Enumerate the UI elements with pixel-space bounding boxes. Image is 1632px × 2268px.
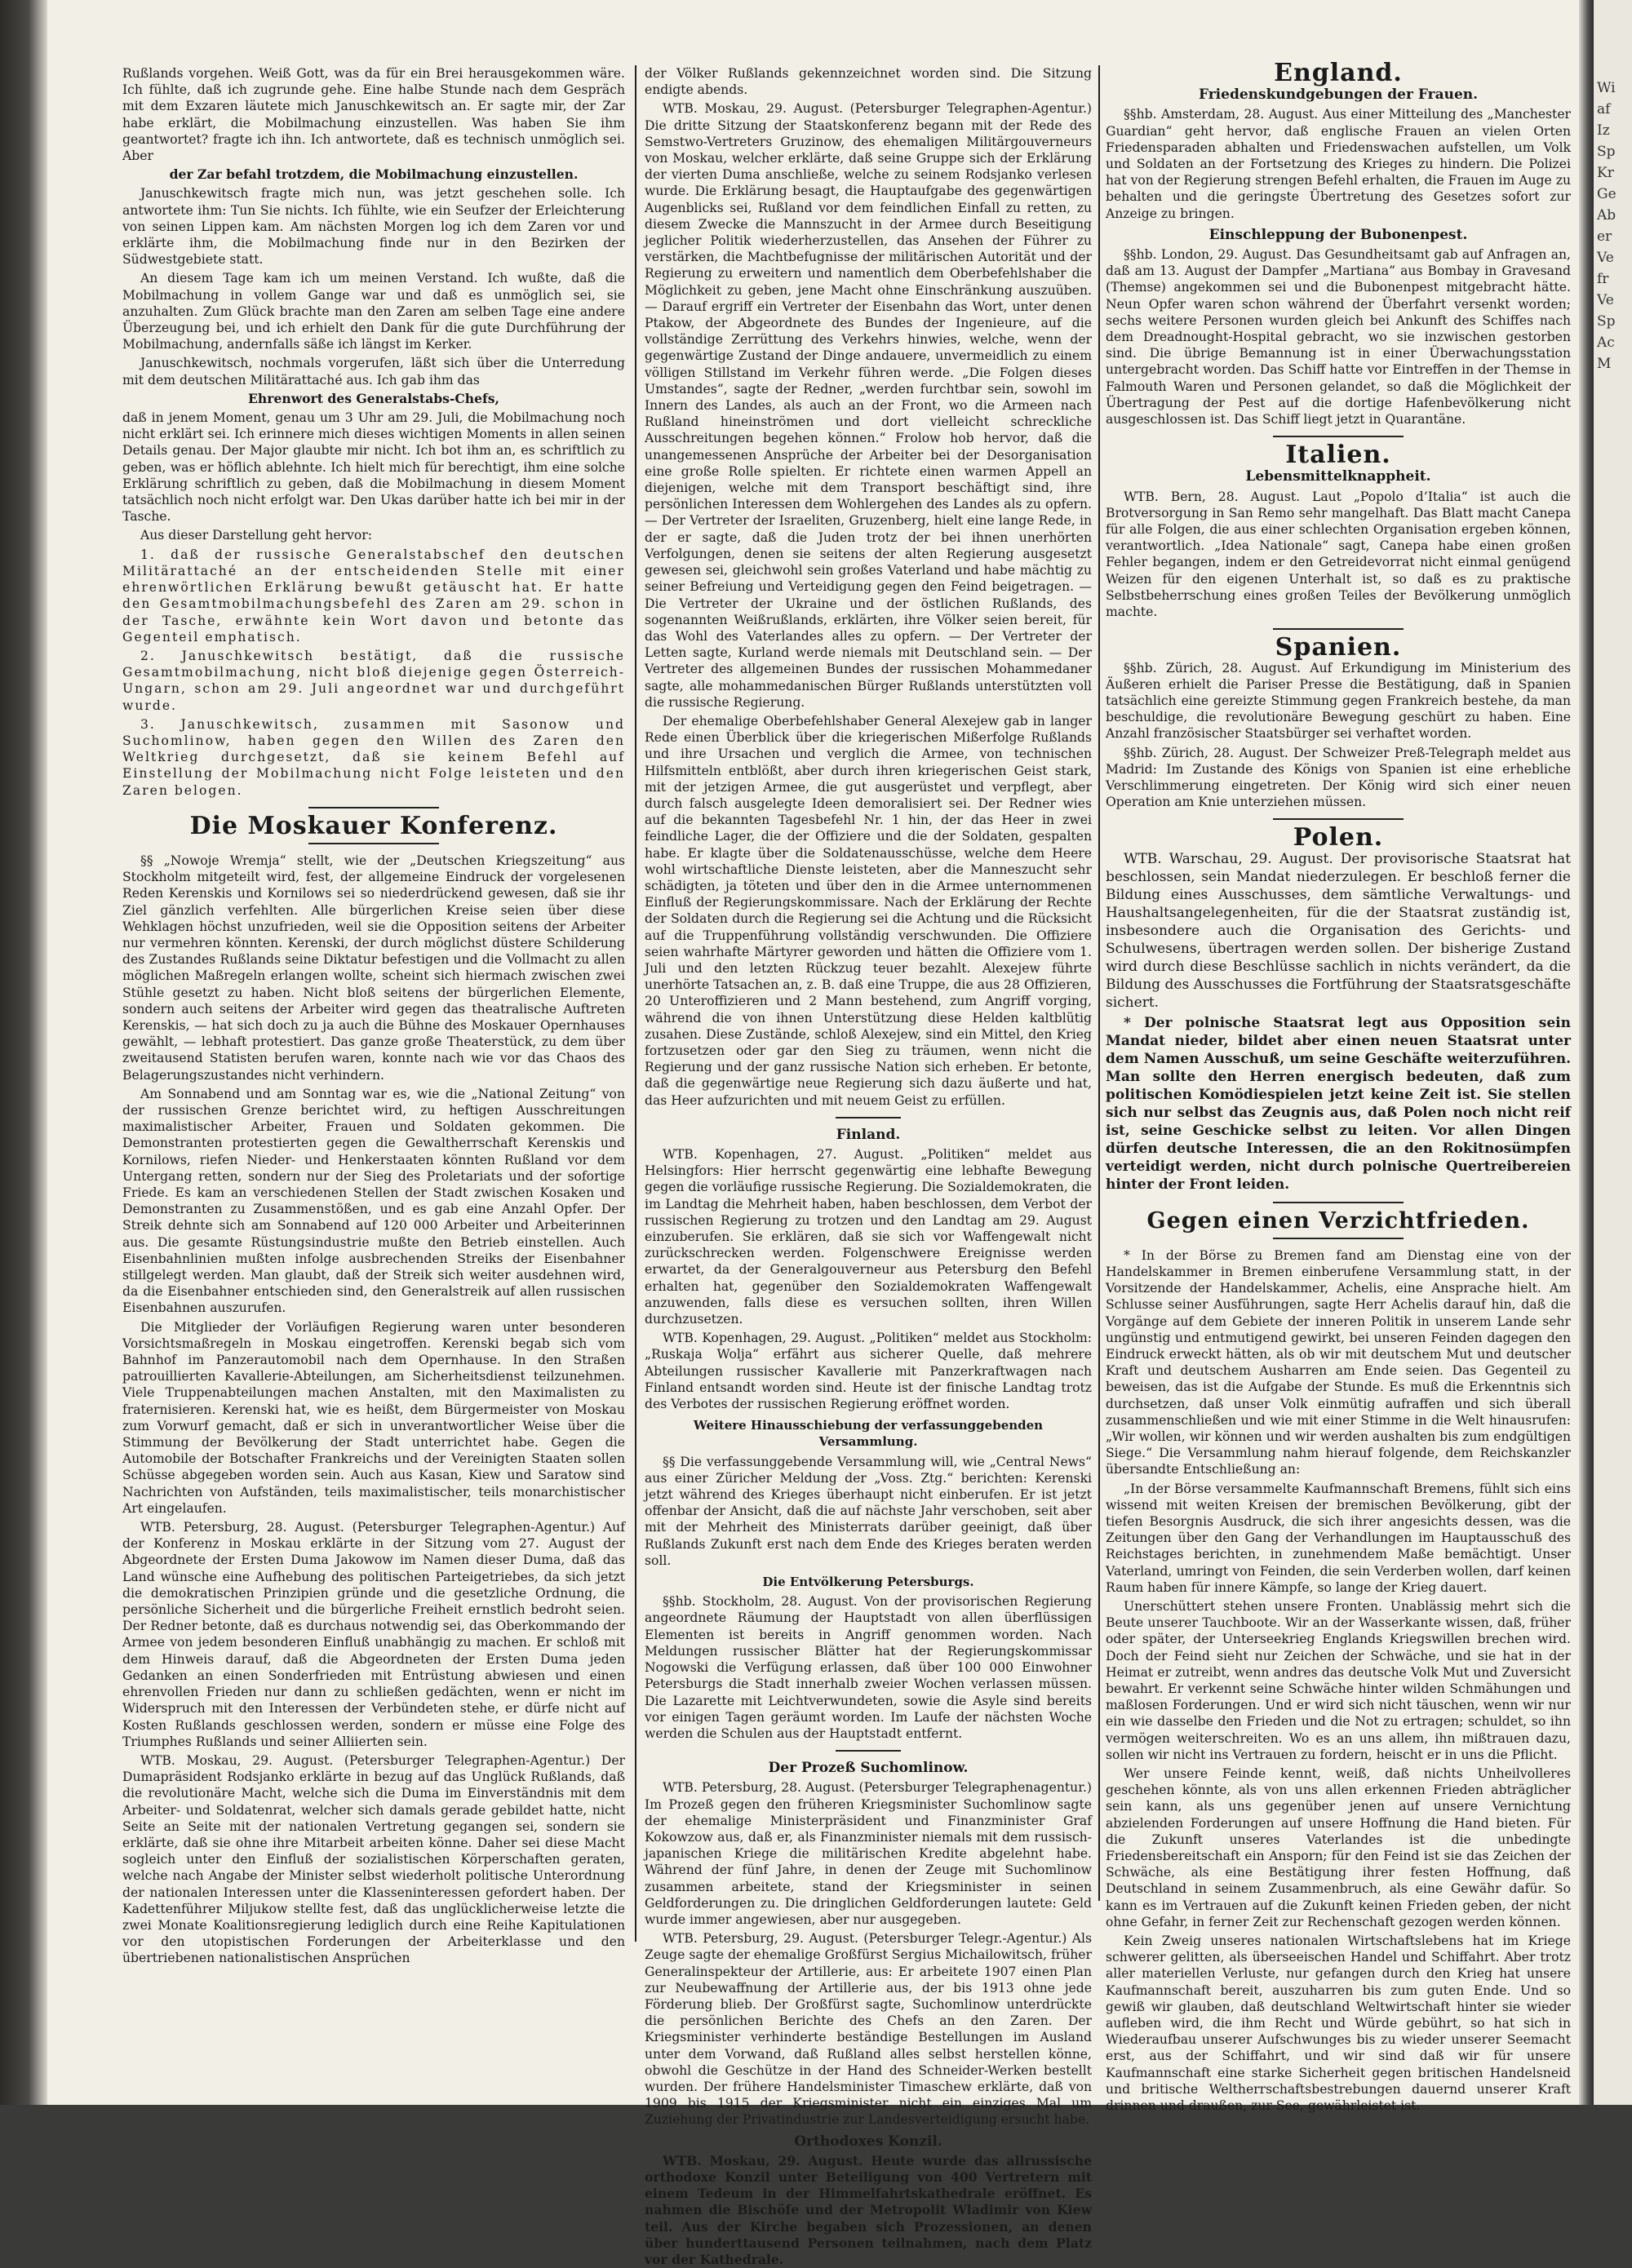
headline-verfassung: Weitere Hinausschiebung der verfassunggebenden Versammlung. bbox=[693, 1418, 1044, 1450]
divider bbox=[836, 1117, 901, 1118]
page-binding bbox=[0, 0, 47, 2105]
paragraph: §§ Die verfassunggebende Versammlung will, wie „Central News“ aus einer Züricher Meldung der „Voss. Ztg.“ berichten: Kerenski jetzt während des Krieges überhaupt nicht einberufen. Er ist jetzt offenbar der Ansicht, daß die auf nächste Jahr verschoben, seit aber mit der Mehrheit des Ministerrats darüber geeinigt, daß über Rußlands Zukunft erst nach dem Ende des Krieges beraten werden soll. bbox=[645, 1454, 1092, 1568]
paragraph: Aus dieser Darstellung geht hervor: bbox=[140, 528, 372, 543]
adjacent-page-strip bbox=[1594, 0, 1632, 2105]
paragraph: daß in jenem Moment, genau um 3 Uhr am 29. Juli, die Mobilmachung noch nicht erklärt sei. Ich erinnere mich dieses wichtigen Moments in allen seinen Details genau. Der Major glaubte mir nicht. Ich bot ihm an, es schriftlich zu geben, was er höflich ablehnte. Ich hielt mich für berechtigt, ihm eine solche Erklärung schriftlich zu geben, daß die Mobilmachung in diesem Moment tatsächlich noch nicht erfolgt war. Den Ukas darüber hatte ich bei mir in der Tasche. bbox=[122, 410, 625, 525]
paragraph: „In der Börse versammelte Kaufmannschaft Bremens, fühlt sich eins wissend mit weiten Kreisen der bremischen Bevölkerung, gibt der tiefen Besorgnis Ausdruck, die sich ihrer angesichts dessen, was die Zeitungen über den Gang der Verhandlungen im Hauptausschuß des Reichstages berichten, in zunehmendem Maße bemächtigt. Unser Vaterland, umringt von Feinden, die sein Verderben wollen, darf keinen Raum haben für innere Kämpfe, so lange der Krieg dauert. bbox=[1106, 1481, 1571, 1595]
headline-england: England. bbox=[1274, 59, 1403, 87]
column-2 bbox=[645, 65, 1092, 2267]
paragraph: §§hb. London, 29. August. Das Gesundheitsamt gab auf Anfragen an, daß am 13. August der Dampfer „Martiana“ aus Bombay in Gravesand (Themse) angekommen sei und die Bubonenpest mitgebracht hätte. Neun Opfer waren schon während der Überfahrt versenkt worden; sechs weitere Personen wurden gleich bei Ankunft des Schiffes nach dem Dreadnought-Hospital gebracht, wo sie inzwischen gestorben sind. Die übrige Bemannung ist in einer Überwachungsstation untergebracht worden. Das Schiff hatte vor Eintreffen in der Themse in Falmouth Waren und Personen gelandet, so daß die Möglichkeit der Übertragung der Pest auf die dortige Hafenbevölkerung nicht ausgeschlossen ist. Das Schiff liegt jetzt in Quarantäne. bbox=[1106, 247, 1571, 427]
paragraph: WTB. Moskau, 29. August. (Petersburger Telegraphen-Agentur.) Die dritte Sitzung der Staatskonferenz begann mit der Rede des Semstwo-Vertreters Gruzinow, des ehemaligen Militärgouverneurs von Moskau, welcher erklärte, daß seine Gruppe sich der Erklärung der vierten Duma anschließe, welche zu seinem Rodsjanko verlesen wurde. Die Erklärung besagt, die Hauptaufgabe des gegenwärtigen Augenblicks sei, Rußland vor dem feindlichen Einfall zu retten, zu diesem Zwecke die Mannszucht in der Armee durch Beseitigung jeglicher Politik wiederherzustellen, das Ansehen der Führer zu verstärken, die Machtbefugnisse der militärischen Autorität und der Regierung zu erweitern und namentlich dem Oberbefehlshaber die Möglichkeit zu geben, jene Macht ohne Einschränkung auszuüben. — Darauf ergriff ein Vertreter der Eisenbahn das Wort, unter denen Ptakow, der Abgeordnete des Bundes der Ingenieure, auf die vollständige Zerrüttung des Verkehrs hinwies, welche, wenn der gegenwärtige Zustand der Dinge andauere, unvermeidlich zu einem völligen Stillstand im Verkehr führen werde. „Die Folgen dieses Umstandes“, sagte der Redner, „werden furchtbar sein, sowohl im Innern des Landes, als auch an der Front, wo die Armeen nach Rußland hineinströmen und dort vielleicht schreckliche Ausschreitungen begehen können.“ Frolow hob hervor, daß die unangemessenen Ansprüche der Arbeiter bei der Desorganisation eine große Rolle spielten. Er richtete einen warmen Appell an diejenigen, welche mit dem Transport beschäftigt sind, ihre persönlichen Interessen dem Wohlergehen des Landes als zu opfern. — Der Vertreter der Israeliten, Gruzenberg, hielt eine lange Rede, in der er sagte, daß die Juden trotz der bei ihnen unerhörten Verfolgungen, denen sie seitens der alten Regierung ausgesetzt gewesen sei, gleichwohl sein großes Vaterland und habe mächtig zu seiner Befreiung und Verteidigung gegen den Feind beigetragen. — Die Vertreter der Ukraine und der östlichen Rußlands, des sogenannten Weißrußlands, erklärten, ihre Völker seien bereit, für das Wohl des Vaterlandes alles zu opfern. — Der Vertreter der Letten sagte, Kurland werde niemals mit Deutschland sein. — Der Vertreter des allgemeinen Bundes der russischen Mohammedaner sagte, alle mohammedanischen Bürger Rußlands unterstützten voll die russische Regierung. bbox=[645, 101, 1092, 710]
adjacent-page-fragment: M bbox=[1597, 356, 1612, 372]
adjacent-page-fragment: Ve bbox=[1597, 292, 1614, 308]
paragraph: WTB. Moskau, 29. August. (Petersburger Telegraphen-Agentur.) Der Dumapräsident Rodsjanko erklärte in bezug auf das Unglück Rußlands, daß die revolutionäre Macht, welche sich die Duma im Einverständnis mit dem Arbeiter- und Soldatenrat, welcher sich damals gerade gebildet hatte, nicht Seite an Seite mit der nationalen Vertretung gegangen sei, sondern sie erklärte, daß sie ohne ihre Mitarbeit arbeiten könne. Daher sei diese Macht sogleich unter den Einfluß der sozialistischen Körperschaften geraten, welche nach Angabe der Minister selbst wiederholt politische Unterordnung der nationalen Interessen unter die Klasseninteressen gefordert haben. Der Kadettenführer Miljukow stellte fest, daß das unglücklicherweise letzte die zwei Monate Koalitionsregierung lediglich durch eine Reihe Kapitulationen vor den utopistischen Forderungen der Arbeiterklasse und den übertriebenen nationalistischen Ansprüchen bbox=[122, 1752, 625, 1966]
adjacent-page-fragment: Wi bbox=[1597, 80, 1616, 96]
adjacent-page-fragment: Sp bbox=[1597, 144, 1616, 160]
headline-polen: Polen. bbox=[1293, 823, 1384, 853]
subheadline-frieden: Friedenskundgebungen der Frauen. bbox=[1198, 86, 1479, 104]
adjacent-page-fragment: af bbox=[1597, 101, 1611, 117]
adjacent-page-fragment: Ac bbox=[1597, 334, 1615, 351]
paragraph: WTB. Bern, 28. August. Laut „Popolo d’Italia“ ist auch die Brotversorgung in San Remo sehr mangelhaft. Das Blatt macht Canepa für alle Folgen, die aus einer schlechten Organisation ergeben können, verantwortlich. „Idea Nationale“ sagt, Canepa habe einen großen Fehler begangen, indem er den Getreidevorrat nicht einmal genügend Weizen für den eigenen Unterhalt ist, so daß es zu praktische Selbstbeherrschung eines großen Teiles der Bevölkerung unmöglich machte. bbox=[1106, 489, 1571, 620]
paragraph: Unerschüttert stehen unsere Fronten. Unablässig mehrt sich die Beute unserer Tauchboote. Wir an der Wasserkante wissen, daß, früher oder später, der Unterseekrieg Englands Kriegswillen brechen wird. Doch der Feind sieht nur Zeichen der Schwäche, und sie hat in der Heimat er zutreibt, wenn andres das deutsche Volk Mut und Zuversicht bewahrt. Er verkennt seine Schwäche hinter wilden Schmähungen und maßlosen Forderungen. Und er wird sich nicht täuschen, wenn wir nur ein wie dasselbe den Frieden und die Not zu ertragen; schuldet, so ihn vermögen weiterschreiten. Wo es an uns allem, ihn mißtrauen dazu, sollen wir nicht ins Vertrauen zu fordern, heischt er in uns die Pflicht. bbox=[1106, 1599, 1571, 1762]
divider bbox=[836, 1750, 901, 1752]
paragraph: Kein Zweig unseres nationalen Wirtschaftslebens hat im Kriege schwerer gelitten, als überseeischen Handel und Schiffahrt. Aber trotz aller materiellen Verluste, nur gefangen durch den Krieg hat unsere Kaufmannschaft bereit, auszuharren bis zum guten Ende. Und so gewiß wir glauben, daß deutschland Weltwirtschaft hinter sie wieder aufleben wird, die ihm Recht und Würde gebührt, so hat sich in Wiederaufbau unserer Aufschwunges bis zu wieder unserer Seemacht erst, aus der Schiffahrt, und wir sind daß wir für unsere Kaufmannschaft eine starke Sicherheit gegen britischen Handelsneid und britische Weltherrschaftsbestrebungen dauernd unserer Kraft drinnen und draußen, zur See, gewährleistet ist. bbox=[1106, 1934, 1571, 2114]
paragraph: WTB. Kopenhagen, 27. August. „Politiken“ meldet aus Helsingfors: Hier herrscht gegenwärtig eine lebhafte Bewegung gegen die vorläufige russische Regierung. Die Sozialdemokraten, die im Landtag die Mehrheit haben, haben beschlossen, dem Verbot der russischen Regierung zu trotzen und den Landtag am 29. August einzuberufen. Sie erklären, daß sie sich vor Waffengewalt nicht zurückschrecken werden. Folgenschwere Ereignisse werden erwartet, da der Generalgouverneur aus Petersburg den Befehl erhalten hat, gegenüber den Sozialdemokraten Waffengewalt anzuwenden, falls diese es versuchen sollten, ihren Willen durchzusetzen. bbox=[645, 1147, 1092, 1327]
column-rule bbox=[1098, 65, 1100, 1901]
column-3 bbox=[1106, 59, 1571, 2114]
adjacent-page-fragment: Kr bbox=[1597, 165, 1614, 181]
adjacent-page-fragment: Iz bbox=[1597, 122, 1610, 139]
paragraph: Januschkewitsch fragte mich nun, was jetzt geschehen solle. Ich antwortete ihm: Tun Sie nichts. Ich fühlte, wie ein Seufzer der Erleichterung von seinen Lippen kam. Am nächsten Morgen log ich dem Zaren vor und erklärte ihm, die Mobilmachung finde nur in den Bezirken der Südwestgebiete statt. bbox=[122, 186, 625, 268]
adjacent-page-fragment: Sp bbox=[1597, 313, 1616, 330]
paragraph: An diesem Tage kam ich um meinen Verstand. Ich wußte, daß die Mobilmachung in vollem Gange war und daß es unmöglich sei, sie anzuhalten. Zum Glück brachte man den Zaren am selben Tage eine andere Überzeugung bei, und ich erhielt den Dank für die gute Durchführung der Mobilmachung, andernfalls säße ich längst im Kerker. bbox=[122, 271, 625, 352]
paragraph: §§hb. Stockholm, 28. August. Von der provisorischen Regierung angeordnete Räumung der Hauptstadt von allen überflüssigen Elementen ist bereits in Angriff genommen worden. Nach Meldungen russischer Blätter hat der Regierungskommissar Nogowski die Verfügung erlassen, daß über 100 000 Einwohner Petersburgs die Stadt innerhalb zweier Wochen verlassen müssen. Die Lazarette mit Leichtverwundeten, sowie die Asyle sind bereits vor einigen Tagen geräumt worden. Im Laufe der nächsten Woche werden die Schulen aus der Hauptstadt entfernt. bbox=[645, 1594, 1092, 1741]
adjacent-page-fragment: Ge bbox=[1597, 186, 1616, 202]
paragraph: WTB. Petersburg, 28. August. (Petersburger Telegraphen-Agentur.) Auf der Konferenz in Moskau erklärte in der Sitzung vom 27. August der Abgeordnete der Ersten Duma Jakowow im Namen dieser Duma, daß das Land wünsche eine Aufhebung des politischen Parteigetriebes, da sich jetzt die demokratischen Prinzipien gründe und die gesetzliche Ordnung, die persönliche Sicherheit und die bürgerliche Freiheit ernstlich bedroht seien. Der Redner betonte, daß es durchaus notwendig sei, das Oberkommando der Armee von jedem besonderen Einfluß unabhängig zu machen. Er schloß mit dem Hinweis darauf, daß die Abgeordneten der Ersten Duma jeden Gedanken an einen Sonderfrieden mit Entrüstung abwiesen und einen ehrenvollen Frieden nur dann zu schließen gedächten, wenn er nicht im Widerspruch mit den Interessen der Verbündeten stehe, er dürfe nicht auf Kosten Rußlands geschlossen werden, sondern er müsse eine Folge des Triumphes Rußlands und seiner Alliierten sein. bbox=[122, 1520, 625, 1749]
paragraph: 1. daß der russische Generalstabschef den deutschen Militärattaché an der entscheidenden Stelle mit einer ehrenwörtlichen Erklärung bewußt getäuscht hat. Er hatte den Gesamtmobilmachungsbefehl des Zaren am 29. schon in der Tasche, erwähnte kein Wort davon und betonte das Gegenteil emphatisch. bbox=[122, 547, 625, 645]
headline-konzil: Orthodoxes Konzil. bbox=[794, 2133, 942, 2150]
divider bbox=[308, 843, 439, 844]
paragraph: 2. Januschkewitsch bestätigt, daß die russische Gesamtmobilmachung, nicht bloß diejenige gegen Österreich-Ungarn, schon am 29. Juli angeordnet war und durchgeführt wurde. bbox=[122, 648, 625, 713]
paragraph: Die Mitglieder der Vorläufigen Regierung waren unter besonderen Vorsichtsmaßregeln in Moskau eingetroffen. Kerenski begab sich vom Bahnhof im Panzerautomobil nach dem Opernhause. In den Straßen patrouillierten Kavallerie-Abteilungen, am Sicherheitsdienst teilzunehmen. Viele Truppenabteilungen machen Anstalten, mit den Maximalisten zu fraternisieren. Kerenski hat, wie es heißt, dem Bürgermeister von Moskau zum Vorwurf gemacht, daß er sich in unverantwortlicher Weise über die Stimmung der Bevölkerung der Stadt unterrichtet habe. Gegen die Automobile der Botschafter Frankreichs und der Vereinigten Staaten sollen Schüsse abgegeben worden sein. Auch aus Kasan, Kiew und Saratow sind Nachrichten von Aufständen, teils maximalistischer, teils monarchistischer Art eingelaufen. bbox=[122, 1319, 625, 1516]
paragraph: * Der polnische Staatsrat legt aus Opposition sein Mandat nieder, bildet aber einen neuen Staatsrat unter dem Namen Ausschuß, um seine Geschäfte weiterzuführen. Man sollte den Herren energisch bedeuten, daß zum politischen Komödiespielen jetzt keine Zeit ist. Sie stellen sich nur selbst das Zeugnis aus, daß Polen noch nicht reif ist, seine Geschicke selbst zu leiten. Vor allen Dingen dürfen deutsche Interessen, die an den Rokitnosümpfen verteidigt werden, nicht durch polnische Quertreibereien hinter der Front leiden. bbox=[1106, 1014, 1571, 1193]
paragraph: der Völker Rußlands gekennzeichnet worden sind. Die Sitzung endigte abends. bbox=[645, 66, 1092, 98]
paragraph: WTB. Kopenhagen, 29. August. „Politiken“ meldet aus Stockholm: „Ruskaja Wolja“ erfährt aus sicherer Quelle, daß mehrere Abteilungen russischer Kavallerie mit Panzerkraftwagen nach Finland entsandt worden sind. Heute ist der finische Landtag trotz des Verbotes der russischen Regierung eröffnet worden. bbox=[645, 1331, 1092, 1412]
paragraph: * In der Börse zu Bremen fand am Dienstag eine von der Handelskammer in Bremen einberufene Versammlung statt, in der Vorsitzende der Handelskammer, Achelis, eine Ansprache hielt. Am Schlusse seiner Ausführungen, sagte Herr Achelis darauf hin, daß die Vorgänge auf dem Gebiete der inneren Politik in unserem Lande sehr ungünstig und entmutigend gewirkt, bei unseren Feinden dagegen den Eindruck erweckt hätten, als ob wir mit deutschem Mut und deutscher Kraft und deutschem Ausharren am Ende seien. Das Gegenteil zu beweisen, das ist die Aufgabe der Stunde. Es muß die Erkenntnis sich durchsetzen, daß unser Volk einmütig aufraffen und sich überall zusammenschließen und wie mit einer Stimme in die Welt hinausrufen: „Wir wollen, wir können und wir werden aushalten bis zum endgültigen Siege.“ Die Versammlung nahm hierauf folgende, dem Reichskanzler übersandte Entschließung an: bbox=[1106, 1247, 1571, 1477]
paragraph: §§hb. Zürich, 28. August. Der Schweizer Preß-Telegraph meldet aus Madrid: Im Zustande des Königs von Spanien ist eine erhebliche Verschlimmerung eingetreten. Der König wird sich einer neuen Operation am Knie unterziehen müssen. bbox=[1106, 745, 1571, 810]
paragraph: 3. Januschkewitsch, zusammen mit Sasonow und Suchomlinow, haben gegen den Willen des Zaren den Weltkrieg durchgesetzt, daß sie keinem Befehl auf Einstellung der Mobilmachung nicht Folge leisteten und den Zaren belogen. bbox=[122, 716, 625, 798]
paragraph: WTB. Petersburg, 28. August. (Petersburger Telegraphenagentur.) Im Prozeß gegen den früheren Kriegsminister Suchomlinow sagte der ehemalige Ministerpräsident und Finanzminister Graf Kokowzow aus, daß er, als Finanzminister niemals mit dem russisch-japanischen Kriege die militärischen Kredite abgelehnt habe. Während der fünf Jahre, in denen der Zeuge mit Suchomlinow zusammen arbeitete, stand der Kriegsminister in seinen Geldforderungen zu. Die dringlichen Geldforderungen lautete: Geld wurde immer angewiesen, aber nur ausgegeben. bbox=[645, 1780, 1092, 1927]
paragraph: §§hb. Zürich, 28. August. Auf Erkundigung im Ministerium des Äußeren erhielt die Pariser Presse die Bestätigung, daß in Spanien tatsächlich eine gereizte Stimmung gegen Frankreich bestehe, da man beschuldige, die revolutionäre Bewegung geschürt zu haben. Eine Anzahl französischer Staatsbürger sei verhaftet worden. bbox=[1106, 660, 1571, 742]
headline-italien: Italien. bbox=[1285, 441, 1391, 470]
paragraph: §§ „Nowoje Wremja“ stellt, wie der „Deutschen Kriegszeitung“ aus Stockholm mitgeteilt wird, fest, der allgemeine Eindruck der vorgelesenen Reden Kerenskis und Kornilows sei so niederdrückend gewesen, daß sie ihr Ziel gänzlich verfehlten. Alle bürgerlichen Kreise seien über diese Wehklagen höchst unzufrieden, weil sie die Opposition seitens der Arbeiter nur vermehren könnten. Kerenski, der durch möglichst düstere Schilderung des Zustandes Rußlands seine Diktatur befestigen und die Vollmacht zu allen möglichen Maßregeln erlangen wollte, scheint sich hiermach zwischen zwei Stühle gesetzt zu haben. Nicht bloß seitens der bürgerlichen Elemente, sondern auch seitens der Arbeiter wird gegen das theatralische Auftreten Kerenskis, — hat sich doch zu ja auch die Bühne des Moskauer Opernhauses gewählt, — lebhaft protestiert. Das ganze große Theaterstück, zu dem über zweitausend Statisten berufen waren, konnte nach wie vor das Chaos des Belagerungszustandes nicht verhindern. bbox=[122, 853, 625, 1083]
divider bbox=[1273, 628, 1404, 630]
headline-finland: Finland. bbox=[836, 1126, 901, 1143]
headline-spanien: Spanien. bbox=[1275, 633, 1402, 662]
divider bbox=[308, 807, 439, 808]
column-1 bbox=[122, 65, 625, 1966]
paragraph: WTB. Moskau, 29. August. Heute wurde das allrussische orthodoxe Konzil unter Beteiligung von 400 Vertretern mit einem Tedeum in der Himmelfahrtskathedrale eröffnet. Es nahmen die Bischöfe und der Metropolit Wladimir von Kiew teil. Aus der Kirche begaben sich Prozessionen, an denen über hunderttausend Personen teilnahmen, nach dem Platz vor der Kathedrale. bbox=[645, 2152, 1092, 2267]
paragraph: Rußlands vorgehen. Weiß Gott, was da für ein Brei herausgekommen wäre. Ich fühlte, daß ich zugrunde gehe. Eine halbe Stunde nach dem Gespräch mit dem Exzaren läutete mich Januschkewitsch an. Er sagte mir, der Zar habe erklärt, die Mobilmachung einzustellen. Was haben Sie ihm geantwortet? fragte ich ihn. Ich antwortete, daß es technisch unmöglich sei. Aber bbox=[122, 66, 625, 164]
paragraph: WTB. Warschau, 29. August. Der provisorische Staatsrat hat beschlossen, sein Mandat niederzulegen. Er beschloß ferner die Bildung eines Ausschusses, dem sämtliche Verwaltungs- und Haushaltsangelegenheiten, für die der Staatsrat zuständig ist, insbesondere auch die Organisation des Gerichts- und Schulwesens, übertragen werden sollen. Der bisherige Zustand wird durch diese Beschlüsse sachlich in nichts verändert, da die Bildung des Ausschusses die Fortführung der Staatsratsgeschäfte sichert. bbox=[1106, 850, 1571, 1011]
adjacent-page-fragment: fr bbox=[1597, 271, 1609, 287]
paragraph: WTB. Petersburg, 29. August. (Petersburger Telegr.-Agentur.) Als Zeuge sagte der ehemalige Großfürst Sergius Michailowitsch, früher Generalinspekteur der Artillerie, aus: Er arbeitete 1907 einen Plan zur Neubewaffnung der Artillerie aus, der bis 1913 ohne jede Förderung blieb. Der Großfürst sagte, Suchomlinow unterdrückte die persönlichen Berichte des Chefs an den Zaren. Der Kriegsminister verhinderte beständige Bestellungen im Ausland unter dem Vorwand, daß Rußland alles selbst herstellen könne, obwohl die Geschütze in der Hand des Schneider-Werken bestellt wurden. Der frühere Handelsminister Timaschew erklärte, daß von 1909 bis 1915 der Kriegsminister nicht ein einziges Mal um Zuziehung der Privatindustrie zur Landesverteidigung ersucht habe. bbox=[645, 1931, 1092, 2128]
headline-entvoelkerung: Die Entvölkerung Petersburgs. bbox=[762, 1575, 974, 1590]
emphasis-line: Ehrenwort des Generalstabs-Chefs, bbox=[248, 390, 499, 406]
paragraph: §§hb. Amsterdam, 28. August. Aus einer Mitteilung des „Manchester Guardian“ geht hervor, daß englische Frauen an vielen Orten Friedensparaden abhalten und Friedenswachen aufstellen, um Volk und Soldaten an der Fortsetzung des Krieges zu hindern. Die Polizei hat von der Regierung strengen Befehl erhalten, die Frauen im Auge zu behalten und die geringste Übertretung des Gesetzes sofort zur Anzeige zu bringen. bbox=[1106, 107, 1571, 221]
adjacent-page-fragment: Ab bbox=[1597, 207, 1616, 224]
divider bbox=[1273, 1202, 1404, 1203]
headline-moskauer-konferenz: Die Moskauer Konferenz. bbox=[189, 811, 558, 840]
adjacent-page-fragment: Ve bbox=[1597, 250, 1614, 266]
divider bbox=[1273, 818, 1404, 820]
column-rule bbox=[635, 65, 636, 1942]
page-fold bbox=[1579, 0, 1594, 2105]
paragraph: Januschkewitsch, nochmals vorgerufen, läßt sich über die Unterredung mit dem deutschen Militärattaché aus. Ich gab ihm das bbox=[122, 356, 625, 388]
subheadline-lebensmittel: Lebensmittelknappheit. bbox=[1245, 468, 1431, 485]
paragraph: Wer unsere Feinde kennt, weiß, daß nichts Unheilvolleres geschehen könnte, als von uns allen erkennen Frieden abträglicher sein kann, als uns gegenüber jenen auf unsere Vernichtung abzielenden Forderungen auf unsere Hoffnung die Hand bieten. Für die Zukunft unseres Vaterlandes ist die unbedingte Friedensbereitschaft ein Ansporn; für den Feind ist sie das Zeichen der Schwäche, als eine Bestätigung ihrer festen Hoffnung, daß Deutschland in seinem Zusammenbruch, als eine Gewähr dafür. So kann es im Vertrauen auf die Zukunft keinen Frieden geben, der nicht ohne Gefahr, in ferner Zeit zur Rechenschaft gezogen werden können. bbox=[1106, 1766, 1571, 1929]
paragraph: Der ehemalige Oberbefehlshaber General Alexejew gab in langer Rede einen Überblick über die kriegerischen Mißerfolge Rußlands und ihre Ursachen und verglich die Armee, von technischen Hilfsmitteln entblößt, aber durch ihren kriegerischen Geist stark, mit der jetzigen Armee, die gut ausgerüstet und verpflegt, aber durch falsch ausgelegte Ideen demoralisiert sei. Der Redner wies auf die bekannten Tagesbefehl Nr. 1 hin, der das Heer in zwei feindliche Lager, die der Offiziere und die der Soldaten, gespalten habe. Er klagte über die Soldatenausschüsse, welche dem Heere wohl wirtschaftliche Dienste leisteten, aber die Manneszucht sehr schädigten, ja töteten und über den in die Armee unternommenen Einfluß der Regierungskommissare. Nach der Erklärung der Rechte der Soldaten durch die Regierung sei die Achtung und die Rücksicht auf die Truppenführung vollständig verschwunden. Die Offiziere seien wahrhafte Märtyrer geworden und hätten die Offiziere vom 1. Juli und den letzten Rückzug teuer bezahlt. Alexejew führte unerhörte Tatsachen an, z. B. daß eine Truppe, die aus 28 Offizieren, 20 Unteroffizieren und 2 Mann bestehend, zum Angriff vorging, während die von ihnen Unterstützung diese Helden kaltblütig zusahen. Diese Zustände, schloß Alexejew, sind ein Mittel, den Krieg fortzusetzen oder gar den Sieg zu träumen, wenn nicht die Regierung und der ganz russische Nation sich erheben. Er betonte, daß die gegenwärtige neue Regierung sich dazu äußerte und hat, das Heer aufzurichten und mit neuem Geist zu erfüllen. bbox=[645, 713, 1092, 1108]
adjacent-page-fragment: er bbox=[1597, 228, 1612, 245]
emphasis-line: der Zar befahl trotzdem, die Mobilmachung einzustellen. bbox=[169, 166, 579, 183]
headline-verzichtfrieden: Gegen einen Verzichtfrieden. bbox=[1146, 1207, 1530, 1234]
divider bbox=[1273, 436, 1404, 437]
headline-prozess: Der Prozeß Suchomlinow. bbox=[768, 1760, 969, 1777]
divider bbox=[1273, 1238, 1404, 1239]
paragraph: Am Sonnabend und am Sonntag war es, wie die „National Zeitung“ von der russischen Grenze berichtet wird, zu heftigen Ausschreitungen maximalistischer Arbeiter, Frauen und Soldaten gekommen. Die Demonstranten protestierten gegen die Gewaltherrschaft Kerenskis und Kornilows, riefen Nieder- und Henkerstaaten könnten Rußland vor dem Untergang retten, sondern nur der Sieg des Proletariats und der sofortige Friede. Es kam an verschiedenen Stellen der Stadt zwischen Kosaken und Demonstranten zu Zusammenstößen, und es gab eine Anzahl Opfer. Der Streik dehnte sich am Sonnabend auf 120 000 Arbeiter und Arbeiterinnen aus. Die gesamte Rüstungsindustrie mußte den Betrieb einstellen. Auch Eisenbahnlinien mußten infolge ausbrechenden Streiks der Eisenbahner stillgelegt werden. Man glaubt, daß der Streik sich weiter ausdehnen wird, da die Eisenbahner entschieden sind, den Generalstreik auf allen russischen Eisenbahnen auszurufen. bbox=[122, 1086, 625, 1316]
subheadline-pest: Einschleppung der Bubonenpest. bbox=[1208, 226, 1468, 243]
